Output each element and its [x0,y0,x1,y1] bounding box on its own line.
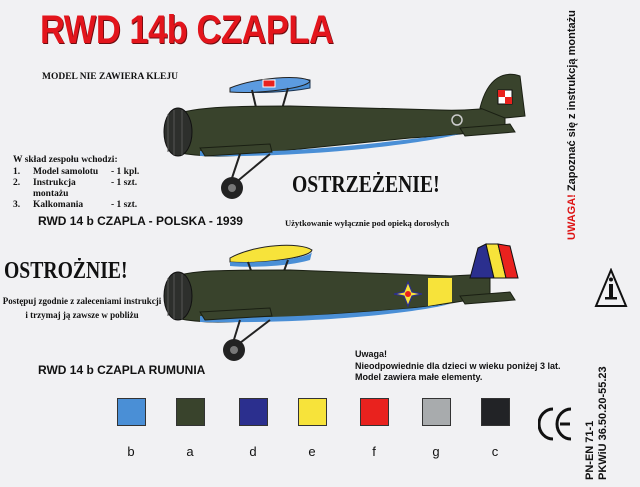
color-code: g [432,444,440,459]
follow-instructions-line: i trzymaj ją zawsze w pobliżu [25,310,139,320]
color-code: e [308,444,316,459]
product-title: RWD 14b CZAPLA [40,8,334,52]
warning-heading-upper: OSTRZEŻENIE! [292,172,440,198]
follow-instructions-line: Postępuj zgodnie z zaleceniami instrukcji [2,296,162,306]
item-number: 2. [13,178,21,188]
kit-contents [13,155,139,211]
item-number: 1. [13,167,21,177]
polish-checkerboard-roundel-icon [498,90,512,104]
caption-romania: RWD 14 b CZAPLA RUMUNIA [38,363,206,377]
item-number: 3. [13,200,21,210]
color-code: d [249,444,257,459]
kit-contents-item [13,167,139,178]
small-parts-warning [355,349,561,384]
assembly-instructions-notice [566,10,578,240]
notice-black-text: Zapoznać się z instrukcją montażu [566,10,578,195]
item-quantity: - 1 szt. [111,178,138,188]
warning-triangle-icon [594,268,628,308]
ce-mark-icon [538,405,572,443]
small-parts-warning-line: Nieodpowiednie dla dzieci w wieku poniżej 3 lat. [355,360,561,371]
caption-poland: RWD 14 b CZAPLA - POLSKA - 1939 [38,214,243,228]
standards-codes [584,366,610,480]
standard-code: PKWiU 36.50.20-55.23 [597,366,609,480]
small-parts-warning-line: Uwaga! [355,349,388,359]
color-code: a [186,444,194,459]
small-parts-warning-line: Model zawiera małe elementy. [355,372,483,382]
color-swatch [239,398,268,426]
kit-contents-item [13,200,139,211]
kit-contents-item [13,178,139,200]
color-code: b [127,444,135,459]
kit-contents-heading: W skład zespołu wchodzi: [13,155,118,165]
warning-heading-lower: OSTROŻNIE! [4,258,128,284]
follow-instructions-notice [2,294,162,322]
color-swatch [481,398,510,426]
color-swatch [298,398,327,426]
color-swatch [176,398,205,426]
item-name: Instrukcja montażu [33,178,76,199]
item-quantity: - 1 kpl. [111,167,140,177]
item-quantity: - 1 szt. [111,200,138,210]
item-name: Kalkomania [33,200,84,210]
standard-code: PN-EN 71-1 [584,420,596,480]
color-swatch [360,398,389,426]
notice-red-text: UWAGA! [566,194,578,240]
adult-supervision-notice: Użytkowanie wyłącznie pod opieką dorosłych [285,218,450,228]
color-swatch [422,398,451,426]
color-code: f [372,444,376,459]
no-glue-notice: MODEL NIE ZAWIERA KLEJU [42,72,178,82]
color-code: c [491,444,499,459]
color-swatch [117,398,146,426]
item-name: Model samolotu [33,167,99,177]
